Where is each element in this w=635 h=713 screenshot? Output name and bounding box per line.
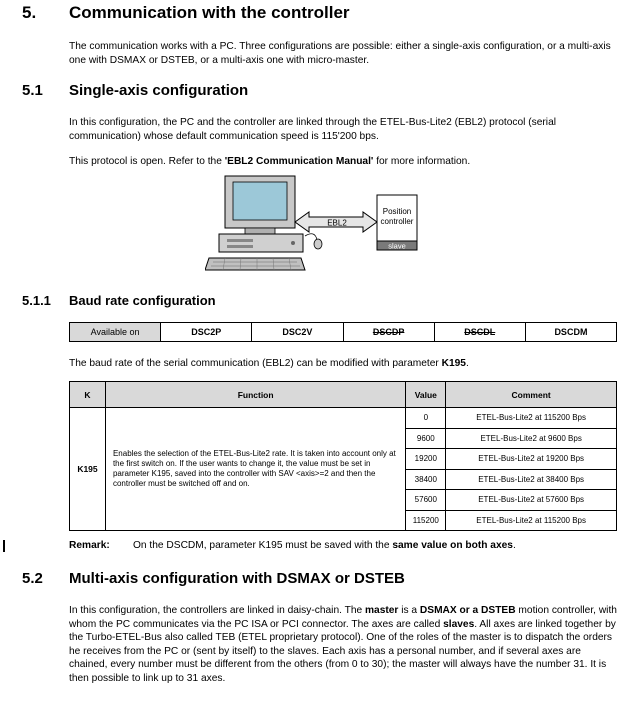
ebl2-label: EBL2 bbox=[327, 218, 347, 228]
section-5-intro: The communication works with a PC. Three configurations are possible: either a single-axis configuration, or a multi-axis one with DSMAX or DSTEB, or a multi-axis one with micro-master. bbox=[69, 41, 611, 66]
section-5-2-number: 5.2 bbox=[22, 570, 43, 587]
remark-text: On the DSCDM, parameter K195 must be saved with the same value on both axes. bbox=[133, 540, 516, 551]
section-5-1-title: Single-axis configuration bbox=[69, 82, 249, 99]
baud-rate-paragraph: The baud rate of the serial communication (EBL2) can be modified with parameter K195. bbox=[69, 358, 469, 369]
availability-label: Available on bbox=[70, 323, 161, 341]
section-5-1-paragraph-2: This protocol is open. Refer to the 'EBL2 Communication Manual' for more information. bbox=[69, 156, 471, 167]
controller-role: slave bbox=[388, 241, 406, 251]
availability-item: DSCDP bbox=[344, 323, 435, 341]
comment-cell: ETEL-Bus-Lite2 at 57600 Bps bbox=[446, 490, 617, 511]
section-5-1-number: 5.1 bbox=[22, 82, 43, 99]
controller-line-2: controller bbox=[380, 217, 414, 226]
function-cell: Enables the selection of the ETEL-Bus-Lite2 rate. It is taken into account only at the first switch on. If the user wants to change it, the value must be set in parameter K195, saved into the controller with SAV <axis>=2 and then the controller must be switched off and on. bbox=[105, 408, 405, 531]
section-5-title: Communication with the controller bbox=[69, 3, 350, 22]
k195-parameter-table bbox=[69, 381, 617, 531]
availability-item: DSCDM bbox=[554, 327, 588, 337]
header-k: K bbox=[70, 382, 106, 408]
value-cell: 0 bbox=[406, 408, 446, 429]
header-function: Function bbox=[105, 382, 405, 408]
availability-item: DSC2V bbox=[252, 323, 343, 341]
comment-cell: ETEL-Bus-Lite2 at 38400 Bps bbox=[446, 469, 617, 490]
availability-item: DSCDL bbox=[435, 323, 526, 341]
header-value: Value bbox=[406, 382, 446, 408]
section-5-2-paragraph: In this configuration, the controllers are linked in daisy-chain. The master is a DSMAX or a DSTEB motion controller, with whom the PC communicates via the PC ISA or PCI connector. The axes are called slaves. All axes are linked together by the Turbo-ETEL-Bus also called TEB (ETEL proprietary protocol). One of the roles of the master is to dispatch the orders he receives from the PC or (sent by itself) to the slaves. Each axis has a personal number, and if several axes are chained, every number must be different from the others (from 0 to 30); the master will always have the number 31. It is then possible to link up to 31 axes. bbox=[69, 605, 617, 684]
section-5-1-1-number: 5.1.1 bbox=[22, 293, 51, 308]
availability-item: DSC2P bbox=[161, 323, 252, 341]
section-5-2-title: Multi-axis configuration with DSMAX or DSTEB bbox=[69, 570, 405, 587]
section-5-number: 5. bbox=[22, 3, 37, 22]
remark-label: Remark: bbox=[69, 540, 110, 551]
k-cell: K195 bbox=[70, 408, 106, 531]
controller-line-1: Position bbox=[382, 207, 412, 216]
table-header-row bbox=[70, 382, 617, 408]
value-cell: 38400 bbox=[406, 469, 446, 490]
comment-cell: ETEL-Bus-Lite2 at 115200 Bps bbox=[446, 408, 617, 429]
value-cell: 57600 bbox=[406, 490, 446, 511]
table-row bbox=[70, 408, 617, 429]
section-5-1-1-title: Baud rate configuration bbox=[69, 293, 216, 308]
position-controller-box bbox=[377, 195, 417, 251]
comment-cell: ETEL-Bus-Lite2 at 115200 Bps bbox=[446, 510, 617, 531]
comment-cell: ETEL-Bus-Lite2 at 9600 Bps bbox=[446, 428, 617, 449]
single-axis-diagram bbox=[205, 170, 430, 276]
section-5-1-paragraph-1: In this configuration, the PC and the controller are linked through the ETEL-Bus-Lite2 (EBL2) protocol (serial communication) whose default communication speed is 115'200 bps. bbox=[69, 117, 556, 142]
header-comment: Comment bbox=[446, 382, 617, 408]
value-cell: 19200 bbox=[406, 449, 446, 470]
comment-cell: ETEL-Bus-Lite2 at 19200 Bps bbox=[446, 449, 617, 470]
change-bar bbox=[3, 540, 5, 552]
availability-bar bbox=[69, 322, 617, 342]
value-cell: 115200 bbox=[406, 510, 446, 531]
value-cell: 9600 bbox=[406, 428, 446, 449]
